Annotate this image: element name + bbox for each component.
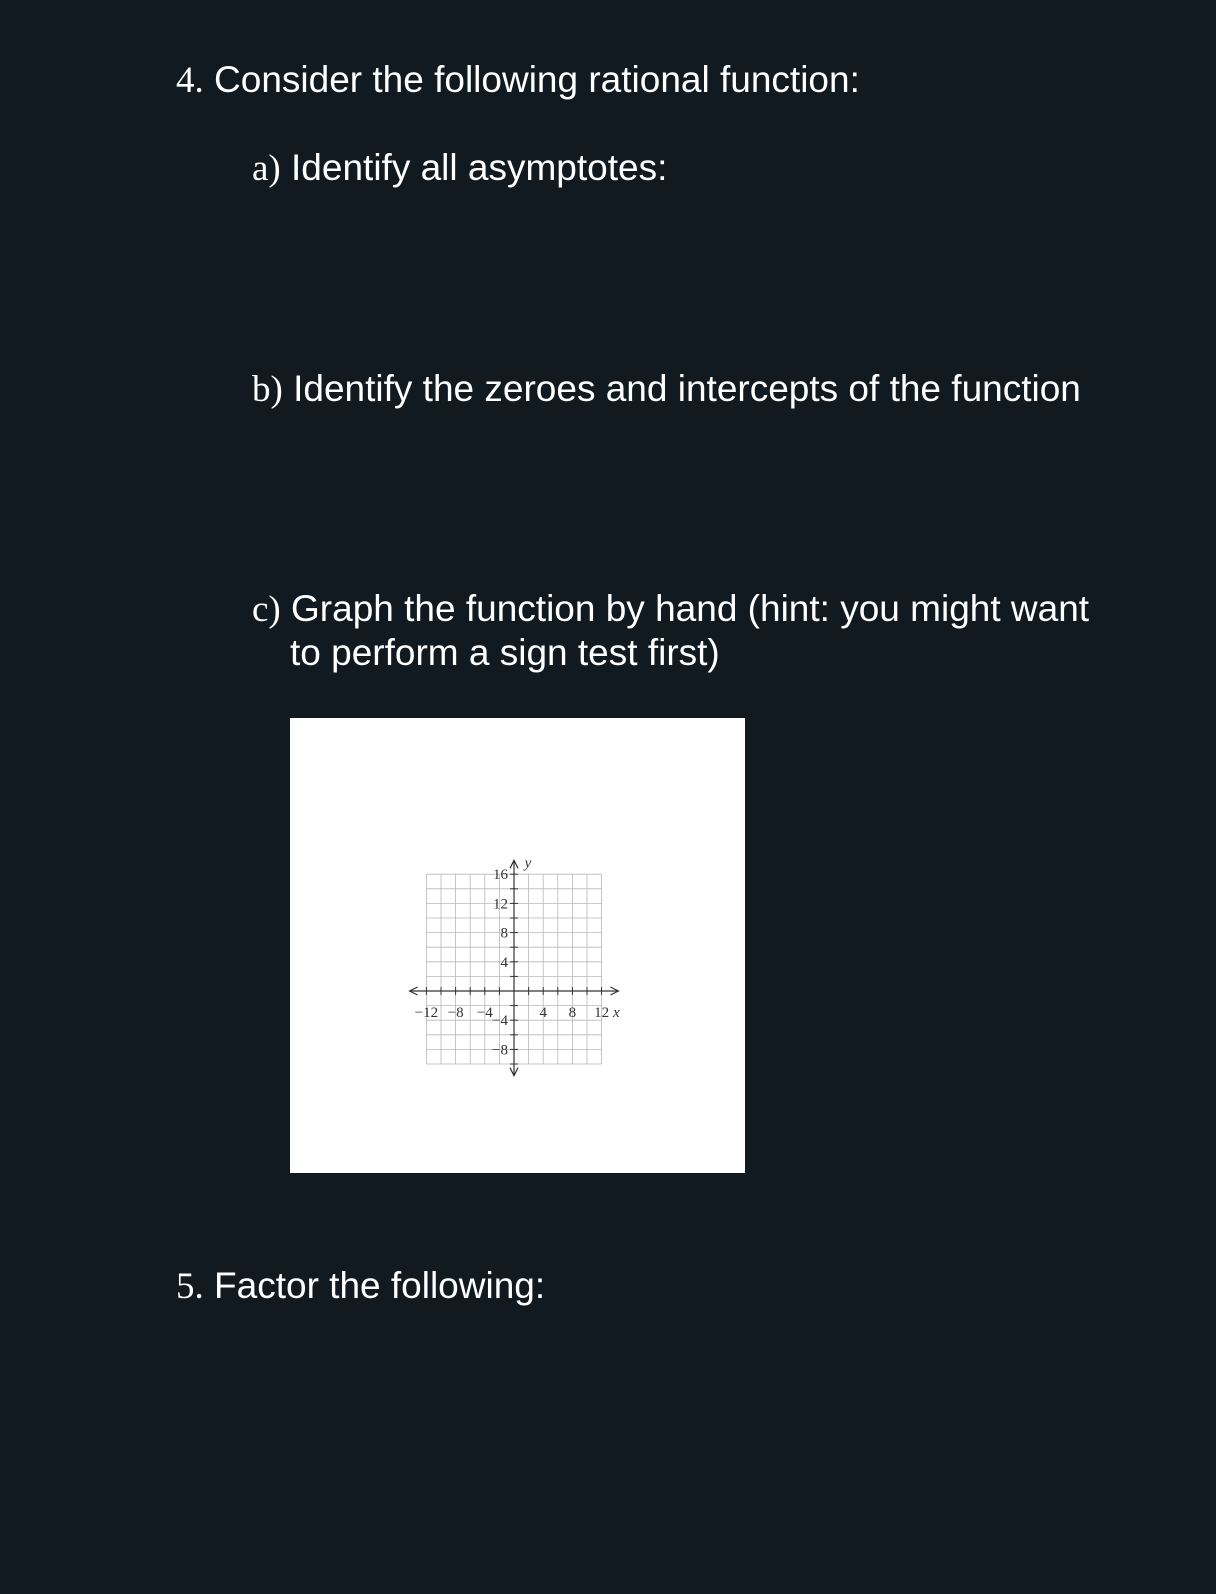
y-tick-label: 4: [500, 954, 508, 971]
problem-4-number: 4.: [176, 60, 204, 101]
x-tick-label: 4: [539, 1005, 547, 1021]
part-b: [252, 367, 1081, 412]
part-c-text-line1: Graph the function by hand (hint: you might want: [291, 588, 1090, 629]
problem-5-number: 5.: [176, 1266, 204, 1307]
part-b-text: Identify the zeroes and intercepts of the function: [293, 368, 1081, 409]
problem-5-heading: [176, 1264, 545, 1309]
part-c-text-line2: to perform a sign test first): [290, 632, 720, 673]
x-tick-label: −4: [476, 1005, 493, 1021]
x-tick-label: −8: [447, 1005, 464, 1021]
y-tick-label: 8: [500, 925, 508, 942]
problem-5-title: Factor the following:: [214, 1265, 546, 1306]
part-a-text: Identify all asymptotes:: [291, 147, 668, 188]
y-axis-label: y: [524, 855, 532, 872]
y-tick-label: 16: [493, 867, 508, 884]
coordinate-grid-figure: [290, 718, 745, 1173]
y-tick-label: −4: [492, 1013, 508, 1030]
part-b-marker: b): [252, 369, 283, 410]
y-tick-label: 12: [493, 896, 508, 913]
y-tick-label: −8: [492, 1042, 508, 1059]
part-c-marker: c): [252, 589, 281, 630]
part-c-continuation: [290, 631, 720, 675]
part-a: [252, 146, 667, 191]
x-tick-label: 12: [594, 1005, 610, 1021]
problem-4-title: Consider the following rational function:: [214, 59, 860, 100]
x-axis-label: x: [613, 1005, 620, 1021]
x-tick-label: −12: [414, 1005, 439, 1021]
x-tick-label: 8: [568, 1005, 577, 1021]
part-c: [252, 587, 1089, 632]
problem-4-heading: [176, 58, 860, 103]
coordinate-grid: [290, 718, 745, 1173]
part-a-marker: a): [252, 148, 281, 189]
